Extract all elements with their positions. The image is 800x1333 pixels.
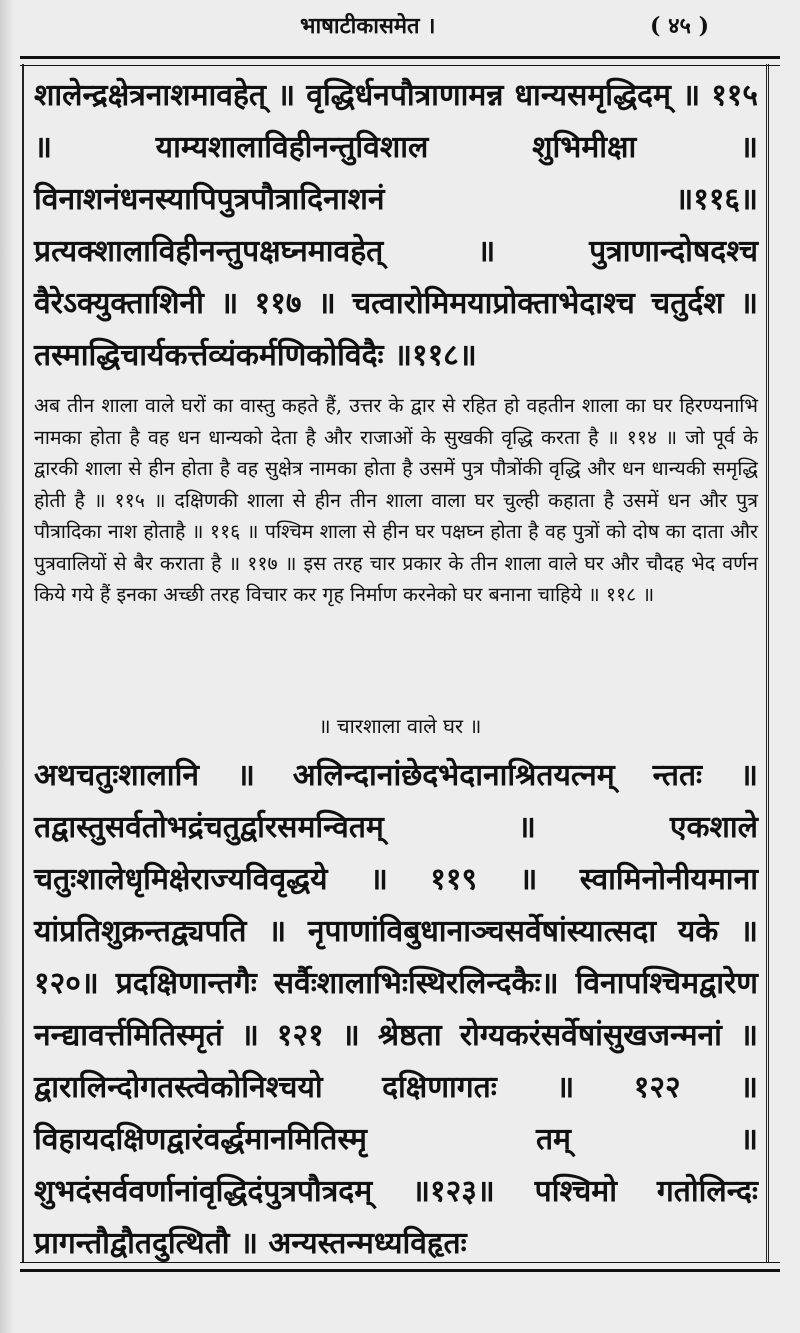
running-header xyxy=(0,4,800,44)
hindi-commentary: अब तीन शाला वाले घरों का वास्तु कहते हैं, उत्तर के द्वार से रहित हो वहतीन शाला का घर हिरण्यनाभि नामका होता है वह धन धान्यको देता है और राजाओं के सुखकी वृद्धि करता है ॥ ११४ ॥ जो पूर्व के द्वारकी शाला से हीन होता है वह सुक्षेत्र नामका होता है उसमें पुत्र पौत्रोंकी वृद्धि और धन धान्यकी समृद्धि होती है ॥ ११५ ॥ दक्षिणकी शाला से हीन तीन शाला वाला घर चुल्ही कहाता है उसमें धन और पुत्र पौत्रादिका नाश होताहै ॥ ११६ ॥ पश्चिम शाला से हीन घर पक्षघ्न होता है वह पुत्रों को दोष का दाता और पुत्रवालियों से बैर कराता है ॥ ११७ ॥ इस तरह चार प्रकार के तीन शाला वाले घर और चौदह भेद वर्णन किये गये हैं इनका अच्छी तरह विचार कर गृह निर्माण करनेको घर बनाना चाहिये ॥ ११८ ॥ xyxy=(34,394,758,606)
sanskrit-verses-115-118: शालेन्द्रक्षेत्रनाशमावहेत् ॥ वृद्धिर्धनपौत्राणामन्न धान्यसमृद्धिदम् ॥ ११५ ॥ याम्यशालाविहीनन्तुविशाल शुभिमीक्षा ॥ विनाशनंधनस्यापिपुत्रपौत्रादिनाशनं ॥११६॥ प्रत्यक्शालाविहीनन्तुपक्षघ्नमावहेत् ॥ पुत्राणान्दोषदश्च वैरेऽक्युक्ताशिनी ॥ ११७ ॥ चत्वारोमिमयाप्रोक्ताभेदाश्च चतुर्दश ॥ तस्माद्धिचार्यकर्त्तव्यंकर्मणिकोविदैः ॥११८॥ xyxy=(34,78,758,373)
bottom-rule xyxy=(20,1262,780,1272)
section-heading: ॥ चारशाला वाले घर ॥ xyxy=(318,714,482,738)
sanskrit-verses-119-123: अथचतुःशालानि ॥ अलिन्दानांछेदभेदानाश्रितयत्नम् न्ततः ॥ तद्वास्तुसर्वतोभद्रंचतुर्द्वारसमन्वितम् ॥ एकशाले चतुःशालेधृमिक्षेराज्यविवृद्धये ॥ ११९ ॥ स्वामिनोनीयमाना यांप्रतिशुक्रन्तद्व्यपति ॥ नृपाणांविबुधानाञ्चसर्वेषांस्यात्सदा यके ॥१२०॥ प्रदक्षिणान्तगैः सर्वैःशालाभिःस्थिरलिन्दकैः॥ विनापश्चिमद्वारेण नन्द्यावर्त्तमितिस्मृतं ॥ १२१ ॥ श्रेष्ठता रोग्यकरंसर्वेषांसुखजन्मनां ॥ द्वारालिन्दोगतस्त्वेकोनिश्चयो दक्षिणागतः ॥ १२२ ॥ विहायदक्षिणद्वारंवर्द्धमानमितिस्मृ तम् ॥शुभदंसर्ववर्णानांवृद्धिदंपुत्रपौत्रदम् ॥१२३॥ पश्चिमो गतोलिन्दः प्रागन्तौद्वौतदुत्थितौ ॥ अन्यस्तन्मध्यविहृतः xyxy=(34,758,758,1261)
running-title: भाषाटीकासमेत । xyxy=(300,13,436,39)
page-number: ( ४५ ) xyxy=(650,13,710,39)
